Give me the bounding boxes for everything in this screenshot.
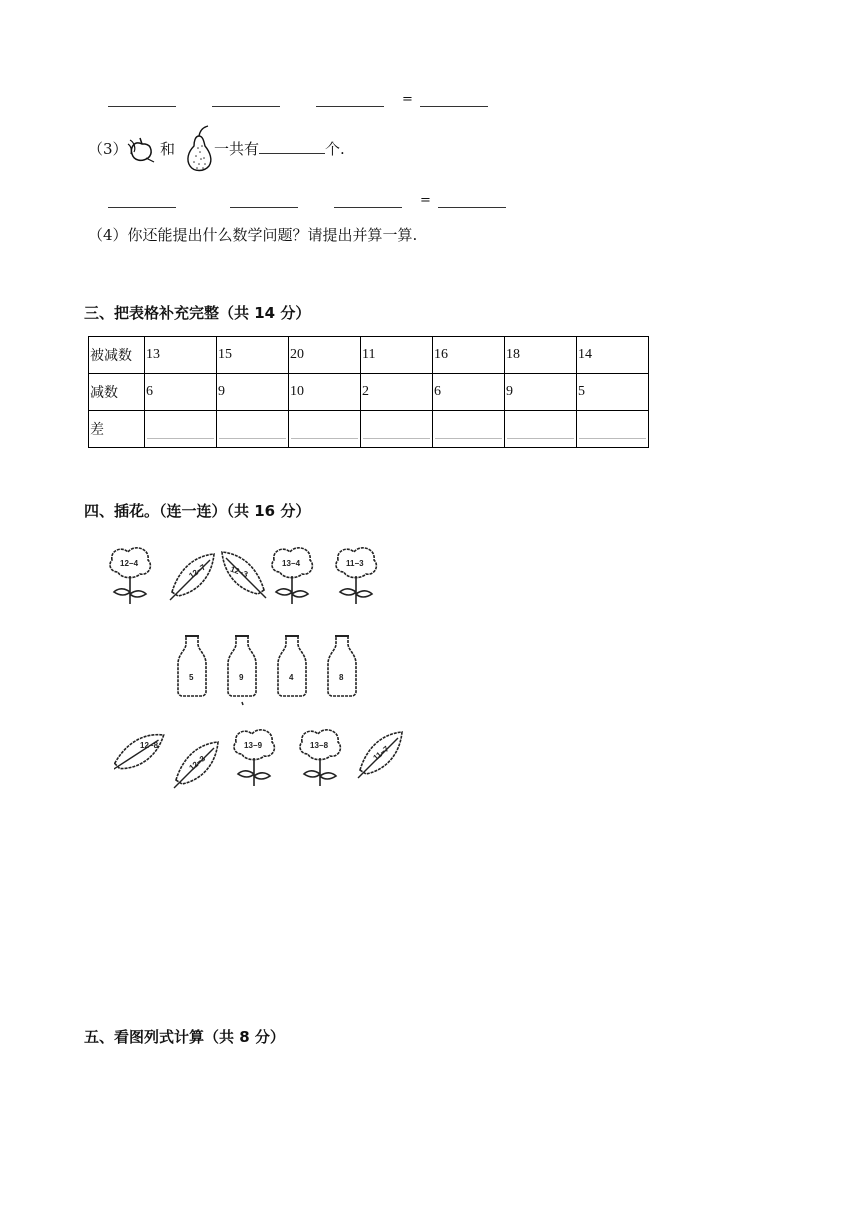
question-number: （3） <box>88 140 128 158</box>
answer-blank[interactable] <box>316 105 384 107</box>
leaf-label: 11−7 <box>371 744 391 763</box>
answer-blank[interactable] <box>259 152 325 154</box>
vase-row <box>176 632 376 712</box>
answer-blank[interactable] <box>219 438 286 439</box>
table-row <box>89 337 649 374</box>
table-cell: 6 <box>433 374 505 411</box>
table-cell: 20 <box>289 337 361 374</box>
leaf-label: 12−3 <box>229 564 250 580</box>
row-header: 差 <box>89 411 145 448</box>
answer-cell[interactable] <box>217 411 289 448</box>
leaf-card <box>114 726 164 780</box>
table-row <box>89 411 649 448</box>
vase <box>278 636 306 696</box>
question-3-text <box>214 140 345 158</box>
answer-blank[interactable] <box>579 438 646 439</box>
equals-sign: = <box>402 92 413 107</box>
flower-card <box>300 730 340 786</box>
subtraction-table <box>88 336 649 448</box>
section-5-title: 五、看图列式计算（共 8 分） <box>84 1028 285 1046</box>
flower-label: 12−4 <box>120 559 139 568</box>
table-row <box>89 374 649 411</box>
question-4: （4）你还能提出什么数学问题？请提出并算一算. <box>88 226 418 244</box>
vase-label: 5 <box>189 673 194 682</box>
bottom-flower-row <box>114 722 414 792</box>
table-cell: 18 <box>505 337 577 374</box>
answer-blank[interactable] <box>147 438 214 439</box>
leaf-label: 12−8 <box>140 741 159 750</box>
pear-icon <box>184 124 214 174</box>
table-cell: 15 <box>217 337 289 374</box>
flower-card <box>110 548 150 604</box>
answer-cell[interactable] <box>289 411 361 448</box>
apple-icon <box>126 136 156 164</box>
equals-sign: = <box>420 193 431 208</box>
answer-blank[interactable] <box>507 438 574 439</box>
answer-blank[interactable] <box>420 105 488 107</box>
answer-cell[interactable] <box>361 411 433 448</box>
flower-label: 13−8 <box>310 741 329 750</box>
vase-label: 8 <box>339 673 344 682</box>
answer-blank[interactable] <box>291 438 358 439</box>
top-flower-row <box>108 540 408 610</box>
table-cell: 6 <box>145 374 217 411</box>
answer-blank[interactable] <box>435 438 502 439</box>
q2-equation <box>108 92 508 110</box>
vase <box>328 636 356 696</box>
flower-card <box>336 548 376 604</box>
vase-label: 9 <box>239 673 244 682</box>
row-header: 被减数 <box>89 337 145 374</box>
row-header: 减数 <box>89 374 145 411</box>
table-cell: 14 <box>577 337 649 374</box>
q3-equation <box>108 192 528 210</box>
table-cell: 16 <box>433 337 505 374</box>
and-label: 和 <box>160 140 176 158</box>
table-cell: 2 <box>361 374 433 411</box>
table-cell: 11 <box>361 337 433 374</box>
answer-cell[interactable] <box>433 411 505 448</box>
vase-label: 4 <box>289 673 294 682</box>
section-4-title: 四、插花。（连一连）（共 16 分） <box>84 502 311 520</box>
leaf-label: 12−7 <box>187 562 208 581</box>
answer-blank[interactable] <box>438 206 506 208</box>
flower-label: 11−3 <box>346 559 364 568</box>
flower-card <box>234 730 274 786</box>
leaf-label: 12−3 <box>187 753 208 773</box>
table-cell: 9 <box>505 374 577 411</box>
answer-cell[interactable] <box>577 411 649 448</box>
answer-blank[interactable] <box>230 206 298 208</box>
vase <box>228 636 256 696</box>
flower-card <box>272 548 312 604</box>
table-cell: 10 <box>289 374 361 411</box>
answer-cell[interactable] <box>505 411 577 448</box>
answer-blank[interactable] <box>108 206 176 208</box>
question-3 <box>88 140 128 160</box>
answer-cell[interactable] <box>145 411 217 448</box>
q3-total-text: 一共有 <box>214 140 260 158</box>
table-cell: 5 <box>577 374 649 411</box>
answer-blank[interactable] <box>363 438 430 439</box>
answer-blank[interactable] <box>212 105 280 107</box>
answer-blank[interactable] <box>334 206 402 208</box>
table-cell: 13 <box>145 337 217 374</box>
section-3-title: 三、把表格补充完整（共 14 分） <box>84 304 311 322</box>
flower-label: 13−4 <box>282 559 301 568</box>
q3-suffix: 个. <box>325 140 345 158</box>
flower-label: 13−9 <box>244 741 263 750</box>
answer-blank[interactable] <box>108 105 176 107</box>
table-cell: 9 <box>217 374 289 411</box>
vase <box>178 636 206 696</box>
